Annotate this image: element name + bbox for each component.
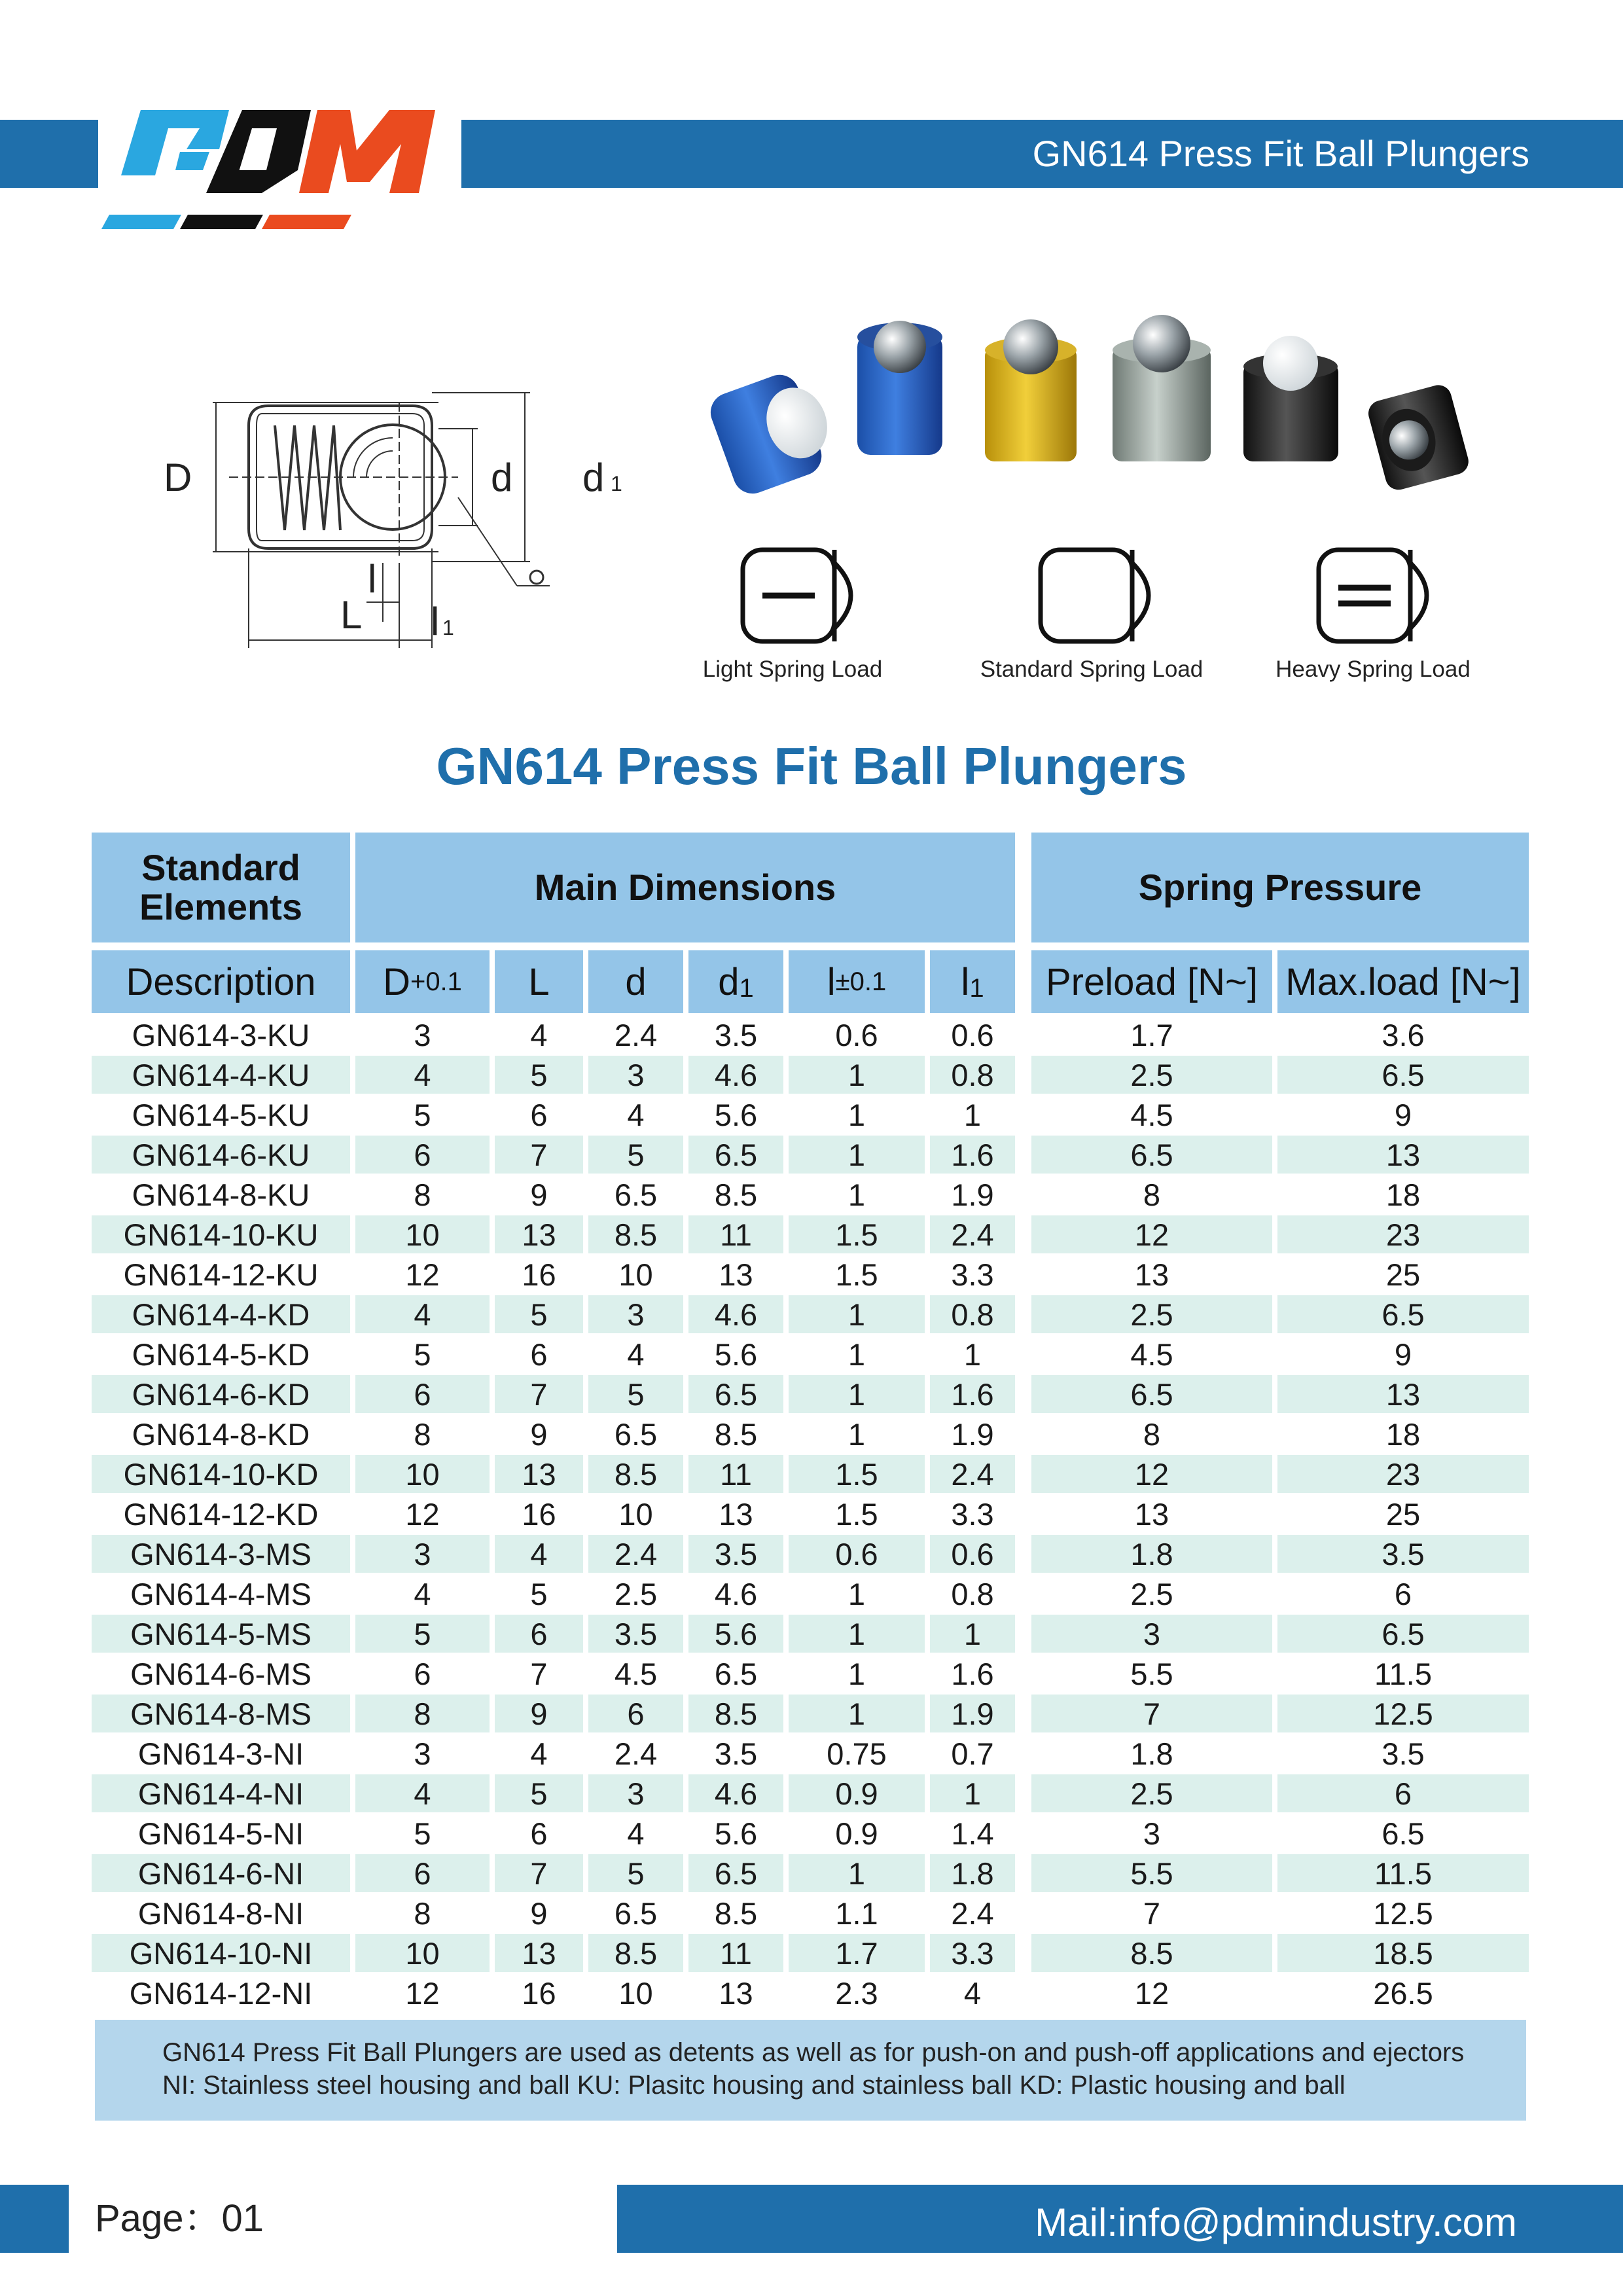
cell-l1: 1.8 xyxy=(930,1854,1015,1892)
cell-l: 1 xyxy=(847,1577,866,1611)
cell-maxload: 6.5 xyxy=(1277,1295,1529,1333)
cell-l: 0.9 xyxy=(789,1774,925,1812)
cell-L: 9 xyxy=(530,1177,548,1212)
table-row xyxy=(92,1056,1529,1096)
cell-L: 16 xyxy=(522,1257,556,1292)
cell-D: 4 xyxy=(355,1295,490,1333)
cell-l1: 3.3 xyxy=(951,1497,994,1532)
cell-maxload: 6.5 xyxy=(1382,1816,1425,1851)
cell-l1: 1 xyxy=(963,1098,982,1132)
cell-L: 5 xyxy=(495,1774,583,1812)
light-spring-load-label: Light Spring Load xyxy=(702,656,883,682)
cell-preload: 8 xyxy=(1143,1177,1161,1212)
cell-maxload: 3.5 xyxy=(1382,1736,1425,1771)
col-header-maxload xyxy=(1277,950,1529,1013)
cell-maxload: 13 xyxy=(1277,1136,1529,1174)
cell-d: 2.4 xyxy=(588,1535,683,1573)
cell-d: 6.5 xyxy=(614,1177,658,1212)
cell-d1: 6.5 xyxy=(688,1375,783,1413)
cell-description: GN614-12-KU xyxy=(123,1257,319,1292)
dim-label-d1-sub: 1 xyxy=(611,472,622,495)
technical-drawing xyxy=(151,367,674,668)
cell-d: 8.5 xyxy=(588,1455,683,1493)
cell-l1: 1.6 xyxy=(930,1375,1015,1413)
cell-d: 2.4 xyxy=(614,1736,658,1771)
cell-d1: 4.6 xyxy=(688,1774,783,1812)
cell-d: 6.5 xyxy=(614,1417,658,1452)
cell-D: 8 xyxy=(414,1177,431,1212)
cell-d: 4.5 xyxy=(614,1657,658,1691)
cell-L: 13 xyxy=(495,1215,583,1253)
col-header-l1 xyxy=(930,950,1015,1013)
table-row xyxy=(92,1295,1529,1335)
cell-description: GN614-5-MS xyxy=(92,1615,350,1653)
cell-d: 3.5 xyxy=(588,1615,683,1653)
cell-D: 12 xyxy=(405,1257,440,1292)
cell-description: GN614-6-KU xyxy=(92,1136,350,1174)
cell-maxload: 12.5 xyxy=(1277,1695,1529,1732)
cell-description: GN614-3-KU xyxy=(132,1018,310,1052)
dim-label-d: d xyxy=(491,456,513,499)
cell-l1: 2.4 xyxy=(930,1455,1015,1493)
dim-label-l1: l xyxy=(431,600,440,643)
cell-maxload: 6 xyxy=(1394,1577,1412,1611)
cell-maxload: 25 xyxy=(1385,1257,1421,1292)
cell-description: GN614-10-NI xyxy=(92,1934,350,1972)
cell-l1: 1.6 xyxy=(951,1657,994,1691)
cell-D: 4 xyxy=(414,1577,431,1611)
product-photos xyxy=(694,308,1544,504)
cell-D: 5 xyxy=(414,1337,431,1372)
cell-d1: 8.5 xyxy=(714,1417,758,1452)
cell-maxload: 6 xyxy=(1277,1774,1529,1812)
cell-description: GN614-4-NI xyxy=(92,1774,350,1812)
cell-preload: 12 xyxy=(1134,1976,1169,2011)
col-header-l1-sub: 1 xyxy=(969,973,984,1003)
col-header-description xyxy=(92,950,350,1013)
table-row xyxy=(92,1255,1529,1295)
cell-maxload: 23 xyxy=(1277,1215,1529,1253)
table-row xyxy=(92,1335,1529,1375)
cell-d: 5 xyxy=(588,1375,683,1413)
cell-l: 0.6 xyxy=(789,1535,925,1573)
cell-d: 2.4 xyxy=(614,1018,658,1052)
cell-D: 3 xyxy=(414,1736,431,1771)
cell-l: 1 xyxy=(789,1375,925,1413)
cell-l: 1 xyxy=(789,1136,925,1174)
cell-D: 5 xyxy=(414,1816,431,1851)
table-row xyxy=(92,1615,1529,1655)
table-row xyxy=(92,1734,1529,1774)
cell-l1: 1 xyxy=(930,1615,1015,1653)
cell-d1: 6.5 xyxy=(688,1854,783,1892)
cell-D: 6 xyxy=(355,1136,490,1174)
cell-maxload: 23 xyxy=(1277,1455,1529,1493)
cell-l: 1 xyxy=(789,1854,925,1892)
cell-preload: 12 xyxy=(1031,1215,1272,1253)
cell-preload: 5.5 xyxy=(1031,1854,1272,1892)
col-header-d1 xyxy=(688,950,783,1013)
cell-l1: 0.6 xyxy=(951,1018,994,1052)
cell-l: 1 xyxy=(789,1695,925,1732)
cell-d: 6 xyxy=(588,1695,683,1732)
cell-l: 1 xyxy=(847,1417,866,1452)
cell-preload: 4.5 xyxy=(1130,1098,1173,1132)
col-header-d-text: d xyxy=(625,960,647,1003)
col-header-d1-sub: 1 xyxy=(739,973,754,1003)
cell-L: 7 xyxy=(495,1854,583,1892)
cell-l1: 2.4 xyxy=(951,1896,994,1931)
heavy-spring-load-label: Heavy Spring Load xyxy=(1275,656,1471,682)
cell-maxload: 3.6 xyxy=(1382,1018,1425,1052)
pdm-logo xyxy=(95,105,461,236)
cell-d1: 8.5 xyxy=(714,1177,758,1212)
table-row xyxy=(92,1695,1529,1734)
dim-label-L: L xyxy=(340,593,363,637)
cell-L: 7 xyxy=(495,1136,583,1174)
cell-description: GN614-4-KD xyxy=(92,1295,350,1333)
table-row xyxy=(92,1814,1529,1854)
cell-d1: 5.6 xyxy=(714,1337,758,1372)
cell-D: 5 xyxy=(355,1615,490,1653)
cell-description: GN614-12-NI xyxy=(129,1976,313,2011)
cell-l1: 1 xyxy=(930,1774,1015,1812)
cell-maxload: 25 xyxy=(1385,1497,1421,1532)
cell-l: 1.5 xyxy=(789,1455,925,1493)
cell-d1: 6.5 xyxy=(714,1657,758,1691)
cell-description: GN614-10-KD xyxy=(92,1455,350,1493)
cell-D: 8 xyxy=(414,1896,431,1931)
cell-L: 6 xyxy=(530,1098,548,1132)
cell-l1: 0.8 xyxy=(951,1577,994,1611)
cell-l: 2.3 xyxy=(835,1976,878,2011)
cell-preload: 4.5 xyxy=(1130,1337,1173,1372)
cell-preload: 8 xyxy=(1143,1417,1161,1452)
cell-preload: 2.5 xyxy=(1130,1577,1173,1611)
cell-d1: 13 xyxy=(719,1976,753,2011)
cell-description: GN614-6-MS xyxy=(130,1657,312,1691)
table-row xyxy=(92,1096,1529,1136)
note-box xyxy=(95,2020,1526,2121)
table-row xyxy=(92,1415,1529,1455)
cell-d1: 4.6 xyxy=(688,1056,783,1094)
cell-D: 10 xyxy=(355,1934,490,1972)
cell-d: 4 xyxy=(627,1337,645,1372)
cell-l: 1.7 xyxy=(789,1934,925,1972)
table-row xyxy=(92,1215,1529,1255)
cell-D: 3 xyxy=(355,1535,490,1573)
cell-preload: 12 xyxy=(1031,1455,1272,1493)
col-header-d1-text: d xyxy=(718,960,740,1003)
cell-L: 9 xyxy=(530,1417,548,1452)
cell-L: 4 xyxy=(495,1535,583,1573)
cell-d: 4 xyxy=(627,1816,645,1851)
cell-d: 4 xyxy=(627,1098,645,1132)
cell-preload: 3 xyxy=(1031,1615,1272,1653)
cell-description: GN614-8-KD xyxy=(132,1417,310,1452)
cell-l: 1.5 xyxy=(835,1257,878,1292)
cell-l: 1 xyxy=(789,1295,925,1333)
col-header-l-tol: ±0.1 xyxy=(835,967,887,996)
cell-d1: 8.5 xyxy=(714,1896,758,1931)
cell-L: 5 xyxy=(530,1577,548,1611)
cell-description: GN614-8-KU xyxy=(132,1177,310,1212)
cell-preload: 1.7 xyxy=(1130,1018,1173,1052)
cell-preload: 1.8 xyxy=(1130,1736,1173,1771)
cell-d1: 8.5 xyxy=(688,1695,783,1732)
header-title: GN614 Press Fit Ball Plungers xyxy=(1032,133,1529,174)
cell-description: GN614-12-KD xyxy=(123,1497,319,1532)
table-row xyxy=(92,1575,1529,1615)
cell-D: 5 xyxy=(414,1098,431,1132)
col-header-description-text: Description xyxy=(126,960,316,1003)
cell-L: 5 xyxy=(495,1056,583,1094)
col-header-preload xyxy=(1031,950,1272,1013)
group-header-spring-pressure: Spring Pressure xyxy=(1031,833,1529,942)
cell-l: 1 xyxy=(847,1098,866,1132)
cell-d: 8.5 xyxy=(588,1215,683,1253)
cell-l: 1.5 xyxy=(789,1215,925,1253)
cell-maxload: 6.5 xyxy=(1277,1056,1529,1094)
cell-description: GN614-4-KU xyxy=(92,1056,350,1094)
cell-d: 5 xyxy=(588,1136,683,1174)
cell-L: 4 xyxy=(530,1736,548,1771)
cell-preload: 2.5 xyxy=(1031,1056,1272,1094)
cell-l: 0.75 xyxy=(827,1736,887,1771)
table-row xyxy=(92,1974,1529,2014)
cell-preload: 8.5 xyxy=(1031,1934,1272,1972)
cell-maxload: 13 xyxy=(1277,1375,1529,1413)
cell-preload: 5.5 xyxy=(1130,1657,1173,1691)
cell-D: 8 xyxy=(414,1417,431,1452)
table-row xyxy=(92,1894,1529,1934)
cell-D: 8 xyxy=(355,1695,490,1732)
cell-d: 3 xyxy=(588,1056,683,1094)
cell-description: GN614-4-MS xyxy=(130,1577,312,1611)
cell-preload: 3 xyxy=(1143,1816,1161,1851)
cell-description: GN614-6-NI xyxy=(92,1854,350,1892)
cell-maxload: 3.5 xyxy=(1277,1535,1529,1573)
cell-d1: 3.5 xyxy=(688,1535,783,1573)
dim-label-D: D xyxy=(164,456,192,499)
cell-l1: 1.9 xyxy=(930,1695,1015,1732)
col-header-d xyxy=(588,950,683,1013)
cell-L: 4 xyxy=(530,1018,548,1052)
table-row xyxy=(92,1655,1529,1695)
cell-l1: 3.3 xyxy=(930,1934,1015,1972)
cell-l: 1 xyxy=(789,1615,925,1653)
group-header-main-dimensions: Main Dimensions xyxy=(355,833,1015,942)
cell-description: GN614-5-KU xyxy=(132,1098,310,1132)
table-row xyxy=(92,1495,1529,1535)
cell-d1: 3.5 xyxy=(714,1018,758,1052)
table-row xyxy=(92,1175,1529,1215)
cell-L: 6 xyxy=(495,1615,583,1653)
cell-d1: 3.5 xyxy=(714,1736,758,1771)
cell-l1: 1.6 xyxy=(930,1136,1015,1174)
cell-d1: 13 xyxy=(719,1497,753,1532)
cell-d1: 6.5 xyxy=(688,1136,783,1174)
cell-l1: 0.8 xyxy=(930,1295,1015,1333)
cell-preload: 7 xyxy=(1143,1896,1161,1931)
cell-description: GN614-5-KD xyxy=(132,1337,310,1372)
cell-l: 1.1 xyxy=(835,1896,878,1931)
cell-D: 10 xyxy=(355,1455,490,1493)
cell-D: 6 xyxy=(414,1657,431,1691)
col-header-l1-text: l xyxy=(961,960,970,1003)
cell-preload: 6.5 xyxy=(1031,1375,1272,1413)
cell-d1: 4.6 xyxy=(714,1577,758,1611)
group-header-standard-text: Standard Elements xyxy=(139,847,302,927)
table-row xyxy=(92,1455,1529,1495)
group-header-standard-elements xyxy=(92,833,350,942)
cell-preload: 7 xyxy=(1031,1695,1272,1732)
cell-D: 6 xyxy=(355,1375,490,1413)
cell-l1: 1 xyxy=(963,1337,982,1372)
cell-l1: 1.9 xyxy=(951,1417,994,1452)
page-number: Page：01 xyxy=(95,2197,264,2240)
cell-description: GN614-6-KD xyxy=(92,1375,350,1413)
cell-maxload: 6.5 xyxy=(1277,1615,1529,1653)
cell-d: 8.5 xyxy=(588,1934,683,1972)
cell-maxload: 18.5 xyxy=(1277,1934,1529,1972)
col-header-l-text: l xyxy=(827,960,836,1003)
cell-maxload: 18 xyxy=(1385,1417,1421,1452)
cell-L: 7 xyxy=(530,1657,548,1691)
cell-L: 9 xyxy=(530,1896,548,1931)
standard-spring-load-label: Standard Spring Load xyxy=(980,656,1204,682)
dim-label-l1-sub: 1 xyxy=(442,616,454,639)
cell-D: 4 xyxy=(355,1774,490,1812)
cell-l1: 0.8 xyxy=(930,1056,1015,1094)
cell-l1: 1.4 xyxy=(951,1816,994,1851)
col-header-preload-text: Preload [N~] xyxy=(1045,960,1258,1003)
cell-d: 6.5 xyxy=(614,1896,658,1931)
col-header-L-text: L xyxy=(528,960,550,1003)
cell-preload: 1.8 xyxy=(1031,1535,1272,1573)
table-row xyxy=(92,1136,1529,1175)
cell-l: 1 xyxy=(847,1657,866,1691)
cell-l: 1 xyxy=(847,1177,866,1212)
cell-l1: 3.3 xyxy=(951,1257,994,1292)
cell-description: GN614-3-NI xyxy=(137,1736,304,1771)
cell-maxload: 18 xyxy=(1385,1177,1421,1212)
cell-preload: 2.5 xyxy=(1031,1774,1272,1812)
dim-label-l: l xyxy=(368,557,377,601)
cell-L: 6 xyxy=(530,1337,548,1372)
table-row xyxy=(92,1774,1529,1814)
cell-d: 2.5 xyxy=(614,1577,658,1611)
table-row xyxy=(92,1535,1529,1575)
cell-preload: 13 xyxy=(1134,1257,1169,1292)
cell-d1: 11 xyxy=(688,1455,783,1493)
cell-preload: 6.5 xyxy=(1031,1136,1272,1174)
table-row xyxy=(92,1854,1529,1894)
cell-maxload: 26.5 xyxy=(1373,1976,1433,2011)
cell-D: 12 xyxy=(405,1976,440,2011)
cell-L: 16 xyxy=(522,1497,556,1532)
col-header-D xyxy=(355,950,490,1013)
footer-bar-left xyxy=(0,2185,69,2253)
cell-d: 5 xyxy=(588,1854,683,1892)
cell-l: 1 xyxy=(789,1056,925,1094)
cell-maxload: 12.5 xyxy=(1373,1896,1433,1931)
cell-d1: 5.6 xyxy=(688,1615,783,1653)
cell-D: 6 xyxy=(355,1854,490,1892)
cell-l1: 1.9 xyxy=(951,1177,994,1212)
col-header-maxload-text: Max.load [N~] xyxy=(1285,960,1521,1003)
note-line-1: GN614 Press Fit Ball Plungers are used as detents as well as for push-on and push-off applications and ejectors xyxy=(162,2038,1465,2067)
col-header-D-text: D xyxy=(383,960,410,1003)
cell-L: 13 xyxy=(495,1455,583,1493)
cell-l1: 2.4 xyxy=(930,1215,1015,1253)
table-row xyxy=(92,1375,1529,1415)
cell-description: GN614-8-MS xyxy=(92,1695,350,1732)
cell-d1: 13 xyxy=(719,1257,753,1292)
cell-L: 6 xyxy=(530,1816,548,1851)
cell-d: 10 xyxy=(618,1976,653,2011)
cell-d: 3 xyxy=(588,1774,683,1812)
note-line-2: NI: Stainless steel housing and ball KU: Plasitc housing and stainless ball KD: Plastic housing and ball xyxy=(162,2071,1346,2100)
cell-l: 0.9 xyxy=(835,1816,878,1851)
cell-l: 1.5 xyxy=(835,1497,878,1532)
dim-label-d1: d xyxy=(582,456,605,499)
cell-preload: 13 xyxy=(1134,1497,1169,1532)
cell-description: GN614-10-KU xyxy=(92,1215,350,1253)
cell-L: 7 xyxy=(495,1375,583,1413)
cell-l: 1 xyxy=(847,1337,866,1372)
document-title: GN614 Press Fit Ball Plungers xyxy=(436,737,1187,795)
cell-l1: 0.6 xyxy=(930,1535,1015,1573)
contact-email[interactable]: Mail:info@pdmindustry.com xyxy=(1035,2200,1517,2244)
cell-description: GN614-3-MS xyxy=(92,1535,350,1573)
cell-description: GN614-8-NI xyxy=(137,1896,304,1931)
cell-L: 9 xyxy=(495,1695,583,1732)
cell-description: GN614-5-NI xyxy=(137,1816,304,1851)
col-header-D-tol: +0.1 xyxy=(410,967,462,996)
cell-d1: 11 xyxy=(688,1934,783,1972)
cell-preload: 2.5 xyxy=(1031,1295,1272,1333)
header-bar-left xyxy=(0,120,98,188)
cell-d1: 11 xyxy=(688,1215,783,1253)
cell-maxload: 9 xyxy=(1394,1098,1412,1132)
cell-D: 4 xyxy=(355,1056,490,1094)
cell-d: 10 xyxy=(618,1497,653,1532)
cell-maxload: 11.5 xyxy=(1374,1657,1432,1691)
cell-d: 3 xyxy=(588,1295,683,1333)
cell-L: 5 xyxy=(495,1295,583,1333)
cell-L: 13 xyxy=(495,1934,583,1972)
cell-l1: 0.7 xyxy=(951,1736,994,1771)
cell-D: 12 xyxy=(405,1497,440,1532)
cell-D: 10 xyxy=(355,1215,490,1253)
cell-d: 10 xyxy=(618,1257,653,1292)
cell-l1: 4 xyxy=(963,1976,982,2011)
cell-d1: 5.6 xyxy=(714,1098,758,1132)
cell-l: 0.6 xyxy=(835,1018,878,1052)
cell-maxload: 9 xyxy=(1394,1337,1412,1372)
col-header-l xyxy=(789,950,925,1013)
cell-maxload: 11.5 xyxy=(1277,1854,1529,1892)
cell-L: 16 xyxy=(522,1976,556,2011)
table-row xyxy=(92,1016,1529,1056)
cell-d1: 4.6 xyxy=(688,1295,783,1333)
table-row xyxy=(92,1934,1529,1974)
col-header-L xyxy=(495,950,583,1013)
cell-d1: 5.6 xyxy=(714,1816,758,1851)
cell-D: 3 xyxy=(414,1018,431,1052)
